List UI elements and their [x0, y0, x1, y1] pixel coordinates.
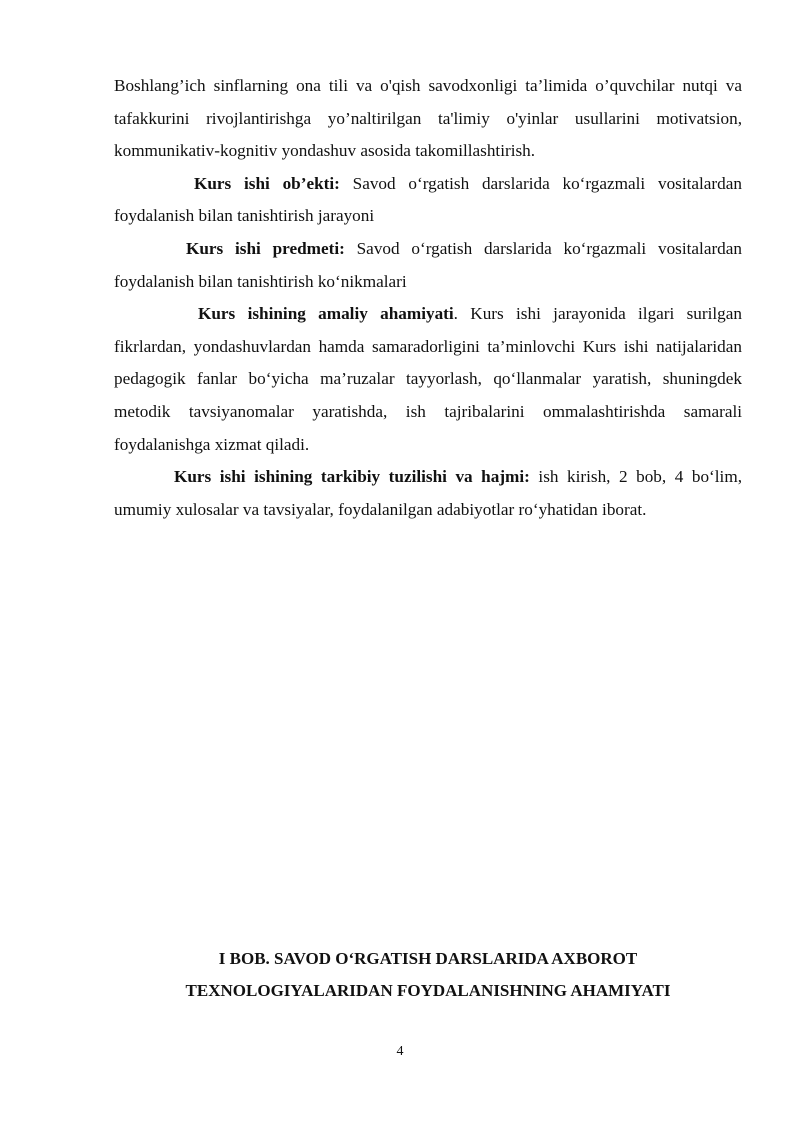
chapter-heading-line1: I BOB. SAVOD O‘RGATISH DARSLARIDA AXBOROT	[218, 949, 638, 968]
structure-label: Kurs ishi ishining tarkibiy tuzilishi va hajmi:	[174, 467, 530, 487]
object-text: Savod o‘rgatish darslarida ko‘rgazmali vositalardan foydalanish bilan tanishtirish jarayoni	[114, 173, 742, 226]
structure-paragraph	[114, 461, 742, 526]
intro-paragraph: Boshlang’ich sinflarning ona tili va o'qish savodxonligi ta’limida o’quvchilar nutqi va tafakkurini rivojlantirishga yo’naltirilgan ta'limiy o'yinlar usullarini motivatsion, kommunikativ-kognitiv yondashuv asosida takomillashtirish.	[114, 76, 742, 161]
body-text	[114, 70, 742, 526]
practical-paragraph	[114, 298, 742, 461]
subject-label: Kurs ishi predmeti:	[186, 238, 345, 258]
chapter-heading-line2: TEXNOLOGIYALARIDAN FOYDALANISHNING AHAMIYATI	[185, 981, 671, 1000]
chapter-heading	[114, 943, 742, 1007]
object-paragraph	[114, 168, 742, 233]
practical-label: Kurs ishining amaliy ahamiyati	[198, 304, 454, 324]
subject-text: Savod o‘rgatish darslarida ko‘rgazmali vositalardan foydalanish bilan tanishtirish ko‘nikmalari	[114, 238, 742, 291]
subject-paragraph	[114, 233, 742, 298]
practical-text: . Kurs ishi jarayonida ilgari surilgan fikrlardan, yondashuvlardan hamda samaradorligini ta’minlovchi Kurs ishi natijalaridan pedagogik fanlar bo‘yicha ma’ruzalar tayyorlash, qo‘llanmalar yaratish, shuningdek metodik tavsiyanomalar yaratishda, ish tajribalarini ommalashtirishda samarali foydalanishga xizmat qiladi.	[114, 304, 742, 454]
structure-text: ish kirish, 2 bob, 4 bo‘lim, umumiy xulosalar va tavsiyalar, foydalanilgan adabiyotlar ro‘yhatidan iborat.	[114, 467, 742, 519]
object-label: Kurs ishi ob’ekti:	[194, 173, 340, 193]
page-number: 4	[396, 1044, 404, 1059]
